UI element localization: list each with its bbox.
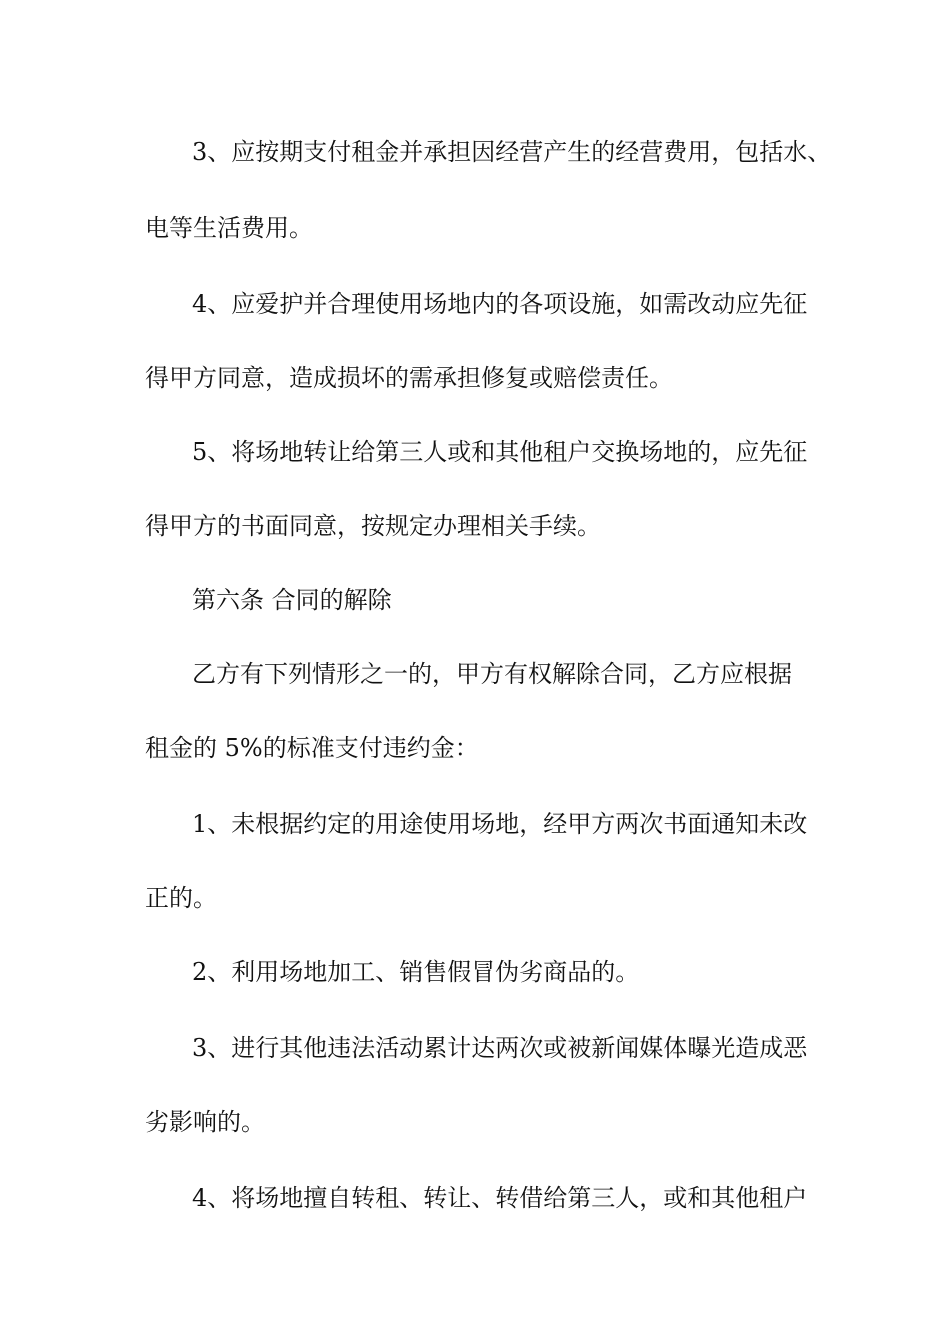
termination-item-1-line-2: 正的。 [145, 884, 217, 912]
clause-3-line-2: 电等生活费用。 [145, 214, 313, 242]
clause-4-line-1: 4、应爱护并合理使用场地内的各项设施，如需改动应先征 [192, 290, 808, 318]
clause-3-line-1: 3、应按期支付租金并承担因经营产生的经营费用，包括水、 [192, 138, 832, 166]
termination-intro-line-2: 租金的 5%的标准支付违约金： [145, 734, 479, 762]
termination-item-3-line-2: 劣影响的。 [145, 1108, 265, 1136]
termination-item-1-line-1: 1、未根据约定的用途使用场地，经甲方两次书面通知未改 [192, 810, 808, 838]
termination-intro-line-1: 乙方有下列情形之一的，甲方有权解除合同，乙方应根据 [192, 660, 792, 688]
article-6-heading: 第六条 合同的解除 [192, 586, 392, 614]
clause-5-line-1: 5、将场地转让给第三人或和其他租户交换场地的，应先征 [192, 438, 808, 466]
termination-item-3-line-1: 3、进行其他违法活动累计达两次或被新闻媒体曝光造成恶 [192, 1034, 808, 1062]
clause-5-line-2: 得甲方的书面同意，按规定办理相关手续。 [145, 512, 601, 540]
termination-item-4-line-1: 4、将场地擅自转租、转让、转借给第三人，或和其他租户 [192, 1184, 808, 1212]
termination-item-2: 2、利用场地加工、销售假冒伪劣商品的。 [192, 958, 640, 986]
clause-4-line-2: 得甲方同意，造成损坏的需承担修复或赔偿责任。 [145, 364, 673, 392]
